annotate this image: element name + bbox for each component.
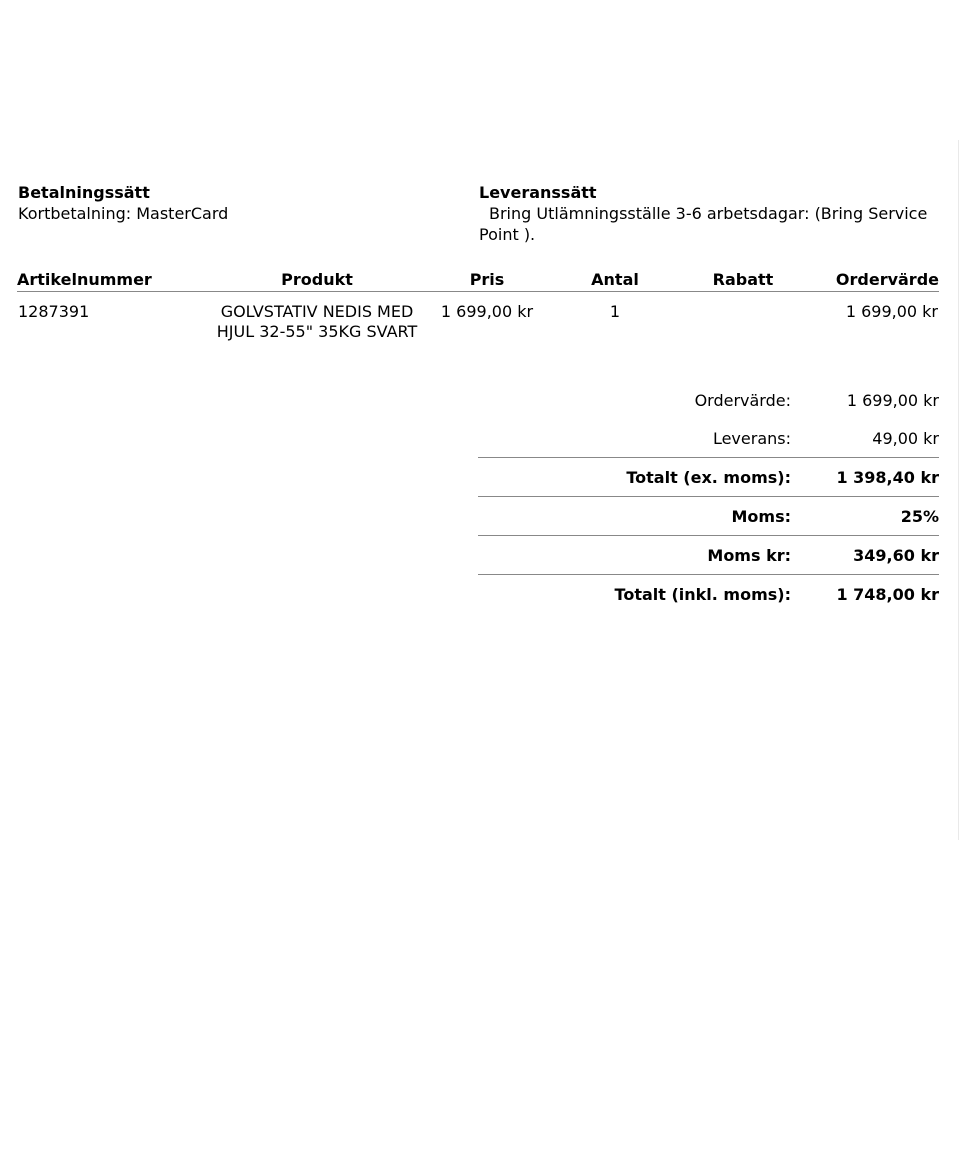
totals-label: Leverans: xyxy=(712,428,791,448)
totals-row-vat-amount xyxy=(478,535,939,574)
order-items-table xyxy=(17,268,939,343)
totals-label: Moms kr: xyxy=(707,545,791,565)
totals-value: 49,00 kr xyxy=(872,428,939,448)
delivery-heading: Leveranssätt xyxy=(479,183,597,202)
totals-label: Moms: xyxy=(731,506,791,526)
totals-summary xyxy=(478,381,939,613)
header-product: Produkt xyxy=(213,268,421,292)
cell-article-number: 1287391 xyxy=(18,302,90,321)
totals-row-total-ex-vat xyxy=(478,457,939,496)
delivery-method-line2: Point ). xyxy=(479,225,536,244)
totals-value: 1 699,00 kr xyxy=(846,390,939,410)
table-header-row xyxy=(17,268,939,292)
cell-discount xyxy=(677,292,809,344)
cell-order-value: 1 699,00 kr xyxy=(845,302,938,321)
header-article-number: Artikelnummer xyxy=(17,268,213,292)
payment-heading: Betalningssätt xyxy=(18,183,150,202)
delivery-method-line1: Bring Utlämningsställe 3-6 arbetsdagar: (Bring Service xyxy=(489,204,928,223)
totals-row-total-inc-vat xyxy=(478,574,939,613)
header-order-value: Ordervärde xyxy=(809,268,939,292)
totals-value: 25% xyxy=(900,506,939,526)
totals-value: 349,60 kr xyxy=(853,545,939,565)
header-price: Pris xyxy=(421,268,553,292)
header-discount: Rabatt xyxy=(677,268,809,292)
payment-section xyxy=(18,182,458,224)
table-row xyxy=(17,292,939,344)
totals-value: 1 398,40 kr xyxy=(836,467,939,487)
totals-value: 1 748,00 kr xyxy=(836,584,939,604)
header-quantity: Antal xyxy=(553,268,677,292)
delivery-section xyxy=(479,182,940,245)
page-edge-line xyxy=(958,140,959,840)
cell-product: GOLVSTATIV NEDIS MED HJUL 32-55" 35KG SVART xyxy=(216,302,418,341)
totals-row-vat-rate xyxy=(478,496,939,535)
totals-row-order-value xyxy=(478,381,939,419)
totals-label: Totalt (inkl. moms): xyxy=(614,584,791,604)
cell-quantity: 1 xyxy=(609,302,621,321)
totals-row-delivery xyxy=(478,419,939,457)
totals-label: Ordervärde: xyxy=(694,390,791,410)
totals-label: Totalt (ex. moms): xyxy=(626,467,791,487)
cell-price: 1 699,00 kr xyxy=(440,302,534,321)
payment-method: Kortbetalning: MasterCard xyxy=(18,204,229,223)
